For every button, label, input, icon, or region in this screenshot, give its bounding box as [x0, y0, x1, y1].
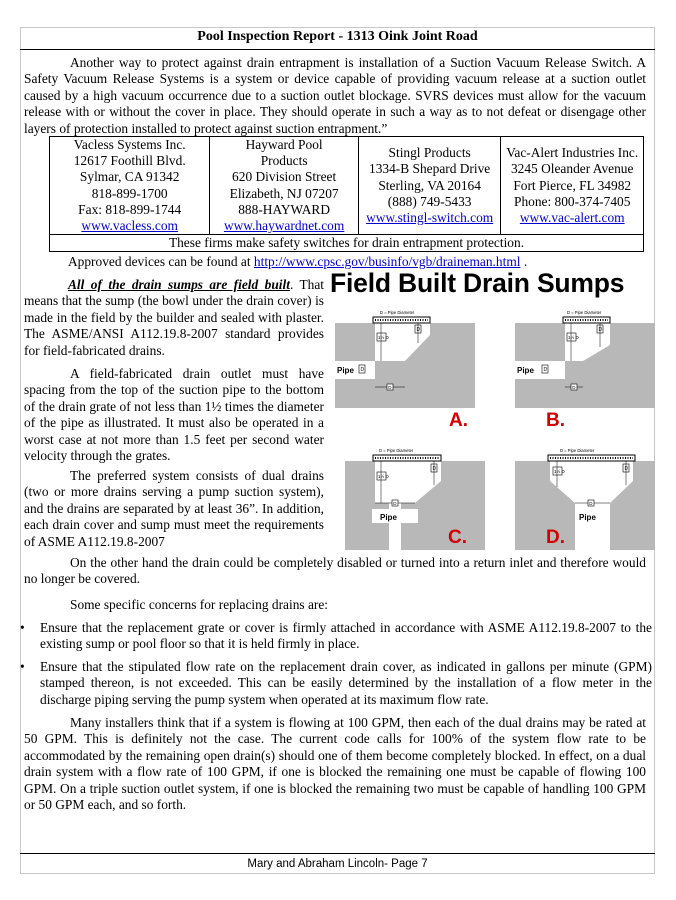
approved-suffix: .	[520, 254, 528, 269]
sump-diagram-d	[515, 445, 655, 550]
svg-text:D = Pipe Diameter: D = Pipe Diameter	[379, 448, 414, 453]
firm-name: Hayward Pool	[245, 137, 323, 152]
svg-text:1½ D: 1½ D	[378, 474, 389, 479]
firm-address: 12617 Foothill Blvd.	[73, 153, 186, 169]
diagram-label-a: A.	[449, 410, 468, 431]
svg-text:D: D	[543, 367, 548, 373]
approved-prefix: Approved devices can be found at	[68, 254, 254, 269]
svg-text:D: D	[360, 367, 365, 373]
installers-paragraph: Many installers think that if a system is flowing at 100 GPM, then each of the dual drains may be rated at 50 GPM. This is definitely not the case. The current code calls for 100% of the system flow rate to be accommodated by the remaining open drain(s) should one of them become completely blocked. In effect, on a dual drain system with a flow rate of 100 GPM, if one is blocked the remaining one must be capable of flowing 100 GPM. On a triple suction outlet system, if one is blocked the remaining two must be capable of handling 100 GPM or 50 GPM each, and so forth.	[24, 715, 646, 813]
firm-website-link[interactable]: www.vacless.com	[81, 218, 178, 234]
concerns-intro: Some specific concerns for replacing drains are:	[70, 597, 329, 612]
disabled-drain-paragraph: On the other hand the drain could be completely disabled or turned into a return inlet and therefore would no longer be covered.	[24, 555, 646, 587]
firm-cell-hayward	[210, 137, 359, 235]
firm-address: 1334-B Shepard Drive	[369, 161, 491, 177]
svg-text:D: D	[432, 466, 437, 472]
firm-address: 620 Division Street	[232, 169, 337, 185]
svg-text:D: D	[572, 385, 576, 390]
intro-paragraph: Another way to protect against drain entrapment is installation of a Suction Vacuum Release Switch. A Safety Vacuum Release Systems is a system or device capable of providing vacuum release at a suction outlet caused by a high vacuum occurrence due to a suction outlet blockage. SVRS devices must allow for the vacuum release with or without the cover in place. They should operate in such a way as to not defeat or disengage other layers of protection installed to protect against suction entrapment.”	[24, 55, 646, 136]
firm-phone: 818-899-1700	[91, 185, 168, 201]
firm-website-link[interactable]: www.haywardnet.com	[223, 218, 345, 234]
firm-city: Sterling, VA 20164	[378, 177, 481, 193]
firm-phone: (888) 749-5433	[387, 193, 472, 209]
pipe-label: Pipe	[337, 366, 354, 375]
firms-table	[49, 136, 644, 252]
svg-text:D: D	[589, 501, 593, 506]
header-rule	[20, 49, 655, 50]
field-built-paragraph	[24, 277, 324, 359]
firm-website-link[interactable]: www.vac-alert.com	[519, 209, 625, 225]
d-mark: D	[416, 327, 421, 333]
firm-cell-vacless	[50, 137, 210, 235]
svg-text:D: D	[624, 466, 629, 472]
depth-mark: 1½ D	[378, 335, 389, 340]
svg-text:1½ D: 1½ D	[568, 335, 579, 340]
sump-diagram-a	[335, 305, 475, 410]
firm-name: Vacless Systems Inc.	[73, 137, 186, 152]
field-built-rest: . That means that the sump (the bowl under the drain cover) is made in the field by the builder and sealed with plaster. The ASME/ANSI A112.19.8-2007 standard provides for field-fabricated drains.	[24, 277, 324, 358]
report-title: Pool Inspection Report - 1313 Oink Joint Road	[197, 29, 478, 44]
cpsc-link[interactable]: http://www.cpsc.gov/businfo/vgb/draineman.html	[253, 254, 521, 269]
firm-city: Elizabeth, NJ 07207	[229, 185, 339, 201]
firm-name: Vac-Alert Industries Inc.	[506, 145, 639, 161]
firm-fax: Fax: 818-899-1744	[78, 201, 182, 217]
svg-text:Pipe: Pipe	[517, 366, 534, 375]
svg-text:D = Pipe Diameter: D = Pipe Diameter	[560, 448, 595, 453]
diagram-label-b: B.	[546, 410, 565, 431]
bullet-text: Ensure that the stipulated flow rate on the replacement drain cover, as indicated in gallons per minute (GPM) stamped thereon, is not exceeded. This can be easily determined by the installation of a flow meter in the discharge piping serving the pump system when operated at its maximum flow rate.	[40, 659, 652, 707]
svg-text:D = Pipe Diameter: D = Pipe Diameter	[567, 310, 602, 315]
bullet-dot: •	[20, 659, 25, 674]
pipe-diameter-label: D = Pipe Diameter	[380, 310, 415, 315]
sumps-title: Field Built Drain Sumps	[330, 268, 625, 298]
dual-drains-paragraph: The preferred system consists of dual drains (two or more drains serving a pump suction system), and the drains are separated by at least 36”. In addition, each drain cover and sump must meet the requirements of ASME A112.19.8-2007	[24, 468, 324, 549]
bullet-dot: •	[20, 620, 25, 635]
firms-note: These firms make safety switches for drain entrapment protection.	[50, 235, 644, 252]
bullet-text: Ensure that the replacement grate or cover is firmly attached in accordance with ASME A112.19.8-2007 to the existing sump or pool floor so that it is held firmly in place.	[40, 620, 652, 652]
firm-city: Sylmar, CA 91342	[79, 169, 180, 185]
diagram-label-d: D.	[546, 527, 565, 548]
firm-phone: Phone: 800-374-7405	[514, 193, 631, 209]
svg-text:D: D	[393, 501, 397, 506]
firm-cell-vac-alert	[501, 137, 644, 235]
firm-address: 3245 Oleander Avenue	[510, 161, 634, 177]
firm-cell-stingl	[358, 137, 501, 235]
firm-name-cont: Products	[260, 153, 308, 169]
firm-city: Fort Pierce, FL 34982	[513, 177, 632, 193]
spacing-paragraph: A field-fabricated drain outlet must have spacing from the top of the suction pipe to the bottom of the drain grate of not less than 1½ times the diameter of the pipe as illustrated. It must also be operated in a worst case at not more than 1.5 feet per second water velocity through the grates.	[24, 366, 324, 464]
svg-text:Pipe: Pipe	[380, 513, 397, 522]
svg-text:1½ D: 1½ D	[554, 469, 565, 474]
svg-text:D: D	[598, 327, 603, 333]
firm-name: Stingl Products	[388, 145, 471, 161]
field-built-lead: All of the drain sumps are field built	[68, 277, 290, 292]
page-footer: Mary and Abraham Lincoln- Page 7	[247, 858, 428, 870]
svg-text:D: D	[388, 385, 392, 390]
footer-rule	[20, 853, 655, 854]
sump-diagram-b	[515, 305, 655, 410]
diagram-label-c: C.	[448, 527, 467, 548]
firm-website-link[interactable]: www.stingl-switch.com	[366, 209, 494, 225]
svg-text:Pipe: Pipe	[579, 513, 596, 522]
firm-phone: 888-HAYWARD	[238, 201, 330, 217]
